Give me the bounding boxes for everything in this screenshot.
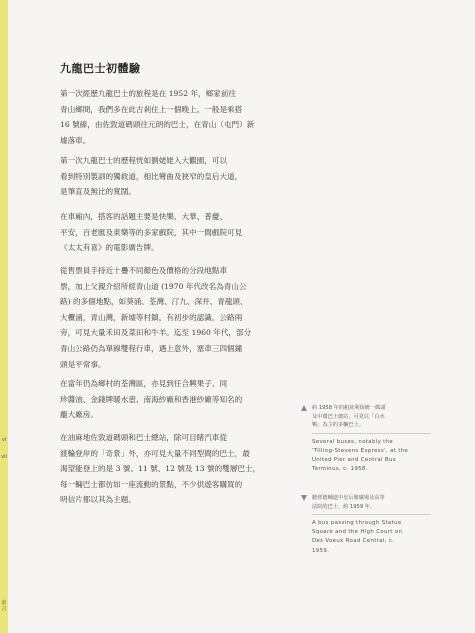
paragraph-line: 第一次九龍巴士的歷程恍如劉姥姥入大觀園，可以 bbox=[60, 156, 228, 165]
caption-english bbox=[301, 438, 431, 475]
paragraph-line: 頭是平常事。 bbox=[60, 359, 106, 369]
caption-line: Des Voeux Road Central, c. bbox=[312, 538, 395, 545]
paragraph-4 bbox=[60, 263, 288, 372]
paragraph-3 bbox=[60, 209, 288, 256]
paragraph-line: 大欖涌，青山灣，新墟等村鎮，有初步的認識。公路兩 bbox=[60, 312, 243, 322]
caption-line: Terminus, c. 1958. bbox=[312, 466, 368, 473]
side-color-band bbox=[0, 0, 8, 633]
paragraph-line: 渡輪登岸的「奇景」外，亦可見大量不同型間的巴士，最 bbox=[60, 448, 250, 458]
paragraph-line: 明信片都以其為主題。 bbox=[60, 495, 136, 505]
triangle-up-icon bbox=[301, 405, 307, 411]
paragraph-line: 青山鄉間，我們多在此古剎住上一個晚上。一般是乘搭 bbox=[60, 104, 243, 114]
caption-line: 及中環巴士總站，可見以「白水 bbox=[312, 413, 385, 420]
paragraph-line: 從售票員手持近十疊不同顏色及價格的分段地點車 bbox=[60, 266, 228, 275]
paragraph-line: 第一次經歷九龍巴士的旅程是在 1952 年，鄉家前往 bbox=[60, 89, 237, 98]
paragraph-line: 龐大廠房。 bbox=[60, 410, 98, 420]
paragraph-line: 《太太有喜》的電影廣告牌。 bbox=[60, 243, 159, 253]
paragraph-line: 票，加上父親介紹所經青山道 (1970 年代改名為青山公 bbox=[60, 281, 247, 291]
paragraph-line: 路) 的多個地點，如葵涌、荃灣、汀九、深井、青龍頭、 bbox=[60, 297, 248, 307]
paragraph-line: 在當年仍為鄉村的荃灣區，亦見到任合興果子、同 bbox=[60, 379, 228, 388]
paragraph-5 bbox=[60, 376, 288, 423]
paragraph-line: 旁，可見大量禾田及菜田和牛羊。迄至 1960 年代，部分 bbox=[60, 328, 252, 338]
caption-line: 法院的巴士，約 1959 年。 bbox=[312, 503, 376, 510]
paragraph-line: 珍醬油、金錢牌暖水壺、南海紗廠和香港紗廠等知名的 bbox=[60, 394, 243, 404]
caption-line: Several buses, notably the bbox=[312, 438, 394, 445]
paragraph-line: 每一輛巴士都仿如一座流動的景點，不少供遊客購買的 bbox=[60, 479, 243, 489]
section-label: 前言 bbox=[1, 600, 7, 612]
paragraph-6 bbox=[60, 430, 288, 508]
paragraph-line: 是筆直及無比的寬闊。 bbox=[60, 187, 136, 197]
paragraph-1 bbox=[60, 86, 288, 148]
paragraph-2 bbox=[60, 153, 288, 200]
caption-line: 鴨」為主的多輛巴士。 bbox=[312, 422, 364, 428]
caption-line: 約 1958 年的租庇利街統一碼頭 bbox=[312, 405, 386, 411]
caption-line: 'Tilling-Stevens Express', at the bbox=[312, 447, 409, 454]
caption-divider bbox=[312, 433, 431, 434]
caption-divider bbox=[312, 514, 431, 515]
caption-line: 駛經德輔道中皇后像廣場及高等 bbox=[312, 495, 385, 501]
page-number-left: vi bbox=[1, 437, 7, 443]
caption-chinese bbox=[301, 404, 431, 430]
paragraph-line: 16 號線，由佐敦道碼頭往元朗的巴士，在青山（屯門）新 bbox=[60, 120, 255, 130]
caption-line: United Pier and Central Bus bbox=[312, 456, 396, 463]
paragraph-line: 平安，百老匯及東樂等的多家戲院，其中一間戲院可見 bbox=[60, 227, 243, 237]
page-number-right: vii bbox=[1, 454, 7, 460]
photo-caption-1 bbox=[301, 404, 431, 474]
paragraph-line: 渴望能登上的是 3 號、11 號、12 號及 13 號的雙層巴士， bbox=[60, 464, 261, 474]
photo-caption-2 bbox=[301, 494, 431, 556]
paragraph-line: 看到特別製訓的獨救道，相比彎曲及狹窄的皇后大道， bbox=[60, 171, 243, 181]
article-title: 九龍巴士初體驗 bbox=[60, 62, 141, 75]
caption-line: Square and the High Court on bbox=[312, 529, 403, 536]
caption-chinese bbox=[301, 494, 431, 511]
caption-line: 1959. bbox=[312, 547, 330, 554]
paragraph-line: 在油麻地佐敦道碼頭和巴士總站，除可目睹汽車從 bbox=[60, 433, 228, 442]
paragraph-line: 青山公路仍為單線雙程行車，遇上意外，塞車三四個鐘 bbox=[60, 343, 243, 353]
paragraph-line: 墟落車。 bbox=[60, 135, 91, 145]
caption-line: A bus passing through Statue bbox=[312, 520, 402, 526]
triangle-down-icon bbox=[301, 495, 307, 501]
caption-english bbox=[301, 519, 431, 556]
paragraph-line: 在車廂內，搭客的話題主要是快樂、大華、普慶、 bbox=[60, 212, 228, 221]
